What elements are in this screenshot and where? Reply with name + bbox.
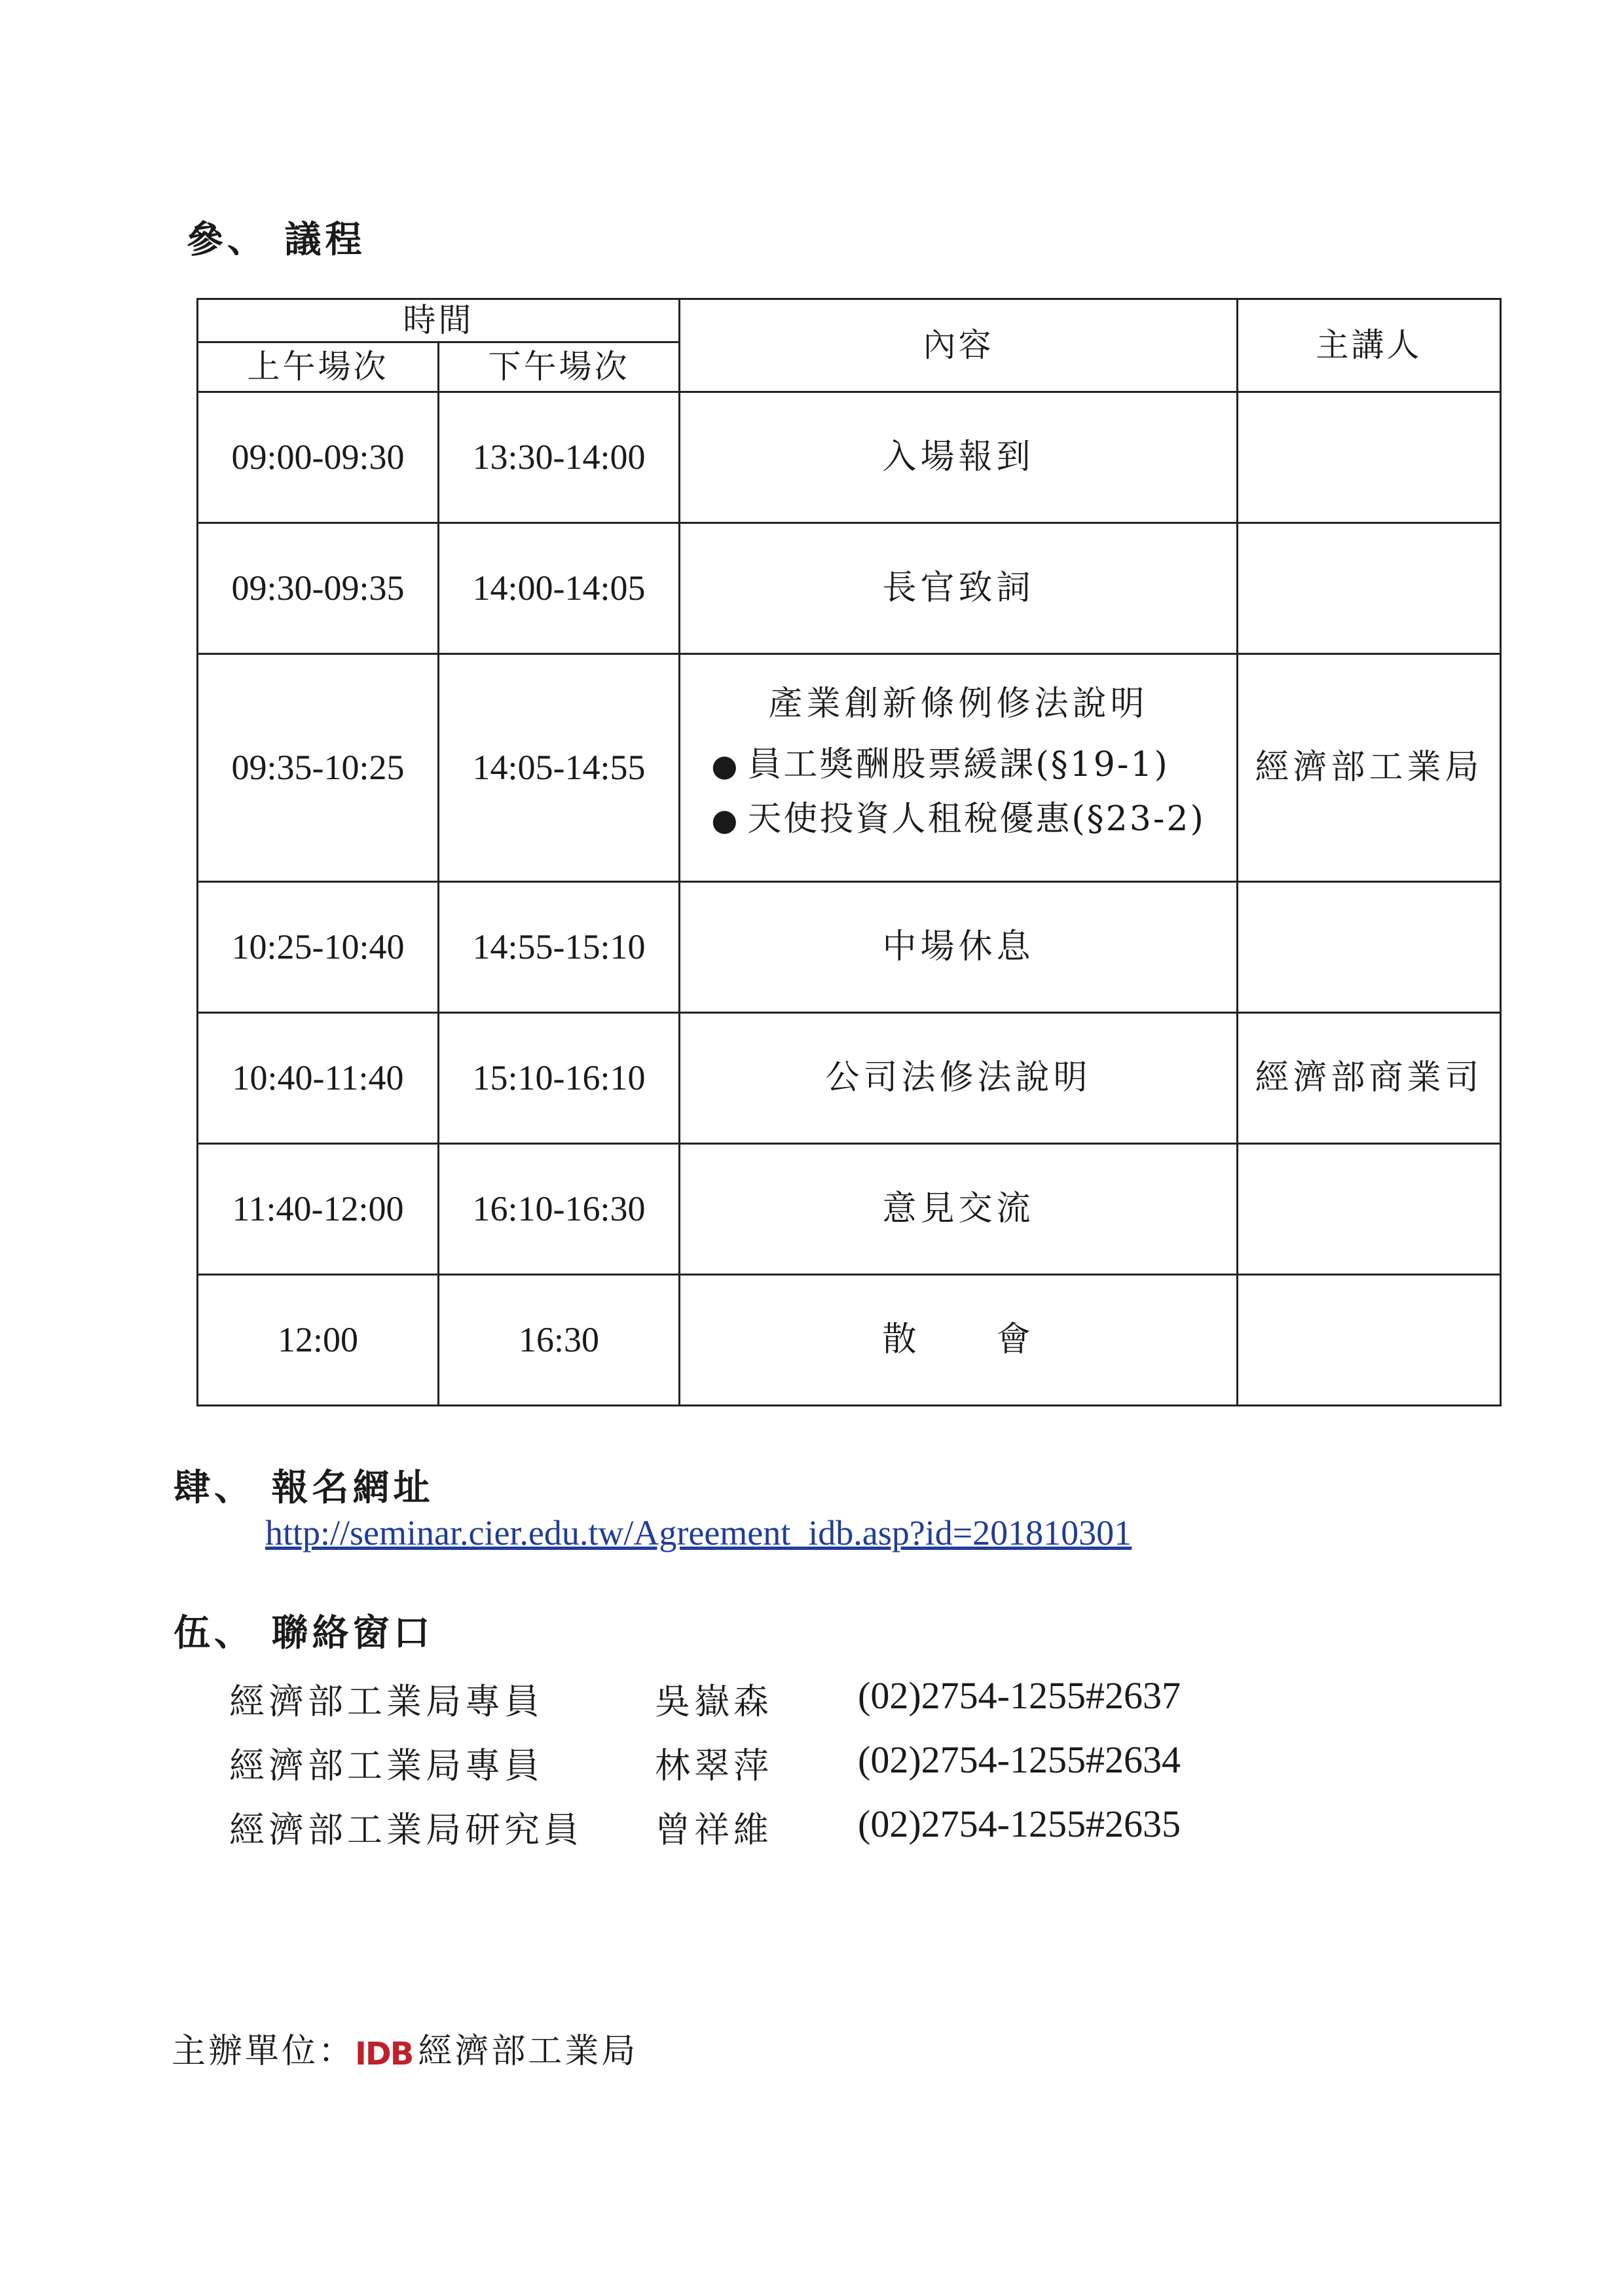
content-cell: 散 會 [680, 1275, 1238, 1406]
pm-time: 14:55-15:10 [439, 882, 680, 1013]
am-time: 09:00-09:30 [198, 392, 439, 523]
am-time: 12:00 [198, 1275, 439, 1406]
agenda-table [196, 298, 1502, 1406]
agenda-heading: 參、 議程 [187, 218, 366, 261]
pm-time: 16:10-16:30 [439, 1144, 680, 1275]
speaker-cell: 經濟部工業局 [1238, 654, 1501, 882]
content-cell: 入場報到 [680, 392, 1238, 523]
bullet-text: 天使投資人租稅優惠(§23-2) [747, 799, 1206, 839]
speaker-cell [1238, 1144, 1501, 1275]
speaker-cell [1238, 392, 1501, 523]
organizer-name: 經濟部工業局 [418, 2032, 638, 2071]
am-time: 10:25-10:40 [198, 882, 439, 1013]
am-time: 10:40-11:40 [198, 1013, 439, 1144]
header-time: 時間 [198, 299, 680, 342]
organizer-label: 主辦單位： [172, 2032, 356, 2071]
contact-phone: (02)2754-1255#2637 [858, 1674, 1181, 1717]
table-row [198, 1013, 1501, 1144]
idb-logo-icon: IDB [355, 2035, 413, 2072]
content-cell: 公司法修法說明 [680, 1013, 1238, 1144]
pm-time: 14:05-14:55 [439, 654, 680, 882]
bullet-text: 員工獎酬股票緩課(§19-1) [747, 745, 1170, 784]
pm-time: 16:30 [439, 1275, 680, 1406]
table-row [198, 1144, 1501, 1275]
registration-link[interactable]: http://seminar.cier.edu.tw/Agreement_idb.asp?id=201810301 [265, 1513, 1132, 1552]
contact-name: 吳嶽森 [655, 1681, 773, 1722]
table-row [198, 1275, 1501, 1406]
content-cell: 意見交流 [680, 1144, 1238, 1275]
registration-heading: 肆、 報名網址 [174, 1466, 434, 1509]
contact-org: 經濟部工業局專員 [229, 1681, 544, 1722]
content-cell: 長官致詞 [680, 523, 1238, 654]
table-row [198, 654, 1501, 882]
bullet-dot-icon: ● [711, 802, 740, 837]
speaker-cell [1238, 882, 1501, 1013]
contact-org: 經濟部工業局專員 [229, 1745, 544, 1786]
bullet-item [711, 798, 1206, 841]
content-cell [680, 654, 1238, 882]
contact-org: 經濟部工業局研究員 [229, 1809, 583, 1850]
contact-phone: (02)2754-1255#2635 [858, 1803, 1181, 1845]
contact-name: 曾祥維 [655, 1809, 773, 1850]
content-title: 產業創新條例修法說明 [768, 684, 1149, 724]
content-cell: 中場休息 [680, 882, 1238, 1013]
contact-heading: 伍、 聯絡窗口 [174, 1611, 434, 1655]
bullet-dot-icon: ● [711, 748, 740, 783]
header-afternoon: 下午場次 [439, 342, 680, 392]
contact-name: 林翠萍 [655, 1745, 773, 1786]
pm-time: 14:00-14:05 [439, 523, 680, 654]
header-morning: 上午場次 [198, 342, 439, 392]
contact-phone: (02)2754-1255#2634 [858, 1738, 1181, 1781]
am-time: 11:40-12:00 [198, 1144, 439, 1275]
table-row [198, 392, 1501, 523]
am-time: 09:35-10:25 [198, 654, 439, 882]
table-row [198, 882, 1501, 1013]
bullet-item [711, 744, 1206, 786]
am-time: 09:30-09:35 [198, 523, 439, 654]
header-content: 內容 [680, 299, 1238, 392]
pm-time: 13:30-14:00 [439, 392, 680, 523]
pm-time: 15:10-16:10 [439, 1013, 680, 1144]
table-row [198, 523, 1501, 654]
speaker-cell [1238, 523, 1501, 654]
organizer-footer [172, 2023, 638, 2072]
speaker-cell [1238, 1275, 1501, 1406]
speaker-cell: 經濟部商業司 [1238, 1013, 1501, 1144]
header-speaker: 主講人 [1238, 299, 1501, 392]
